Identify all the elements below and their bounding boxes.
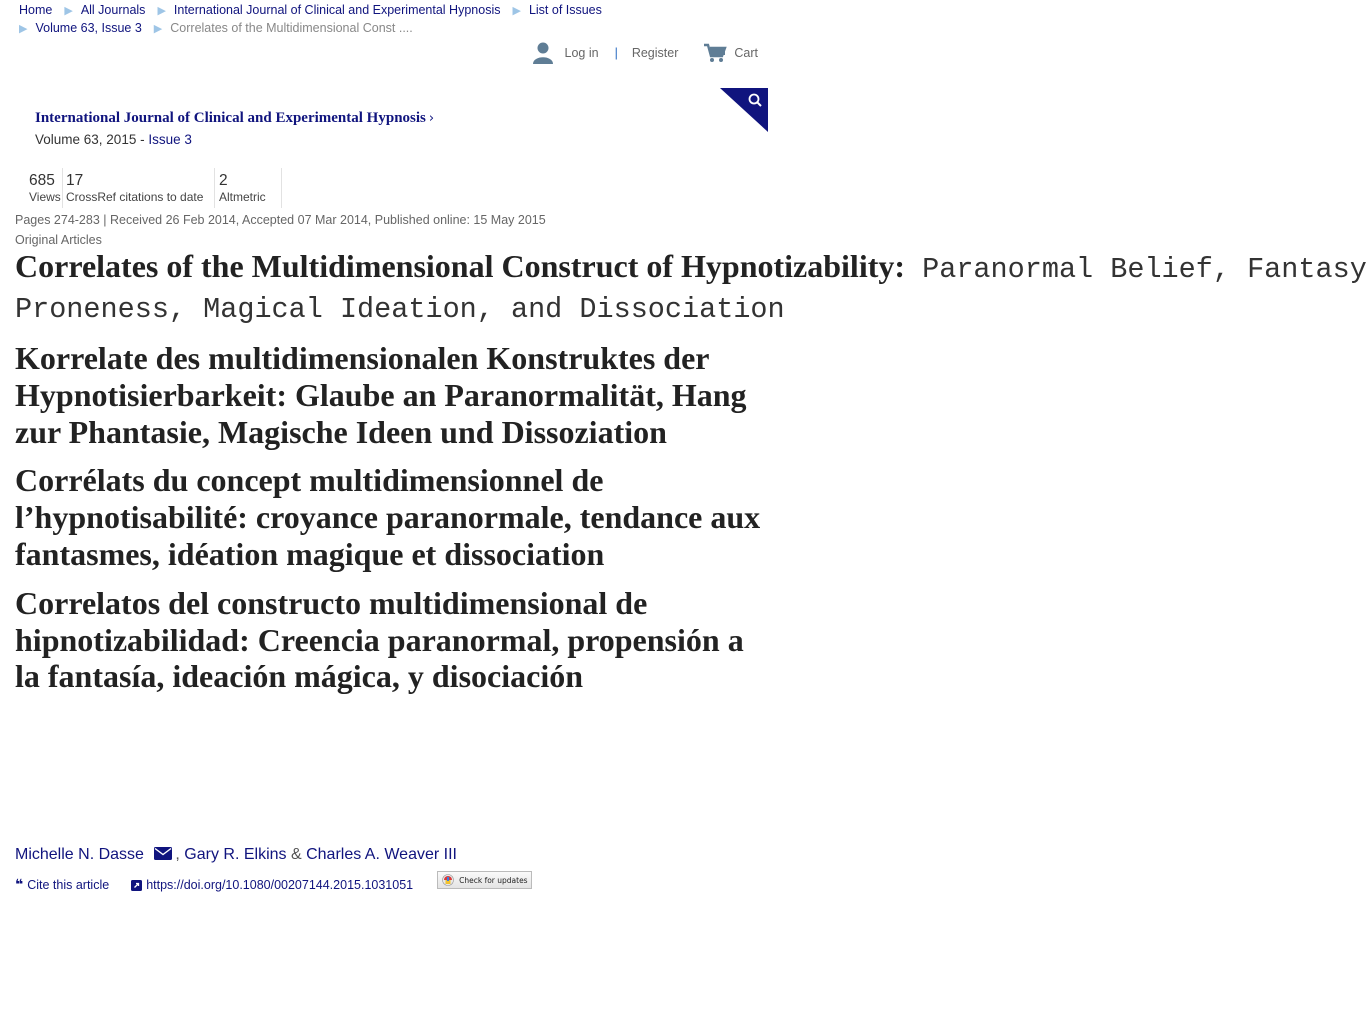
breadcrumb-row-1 — [19, 2, 768, 20]
breadcrumb — [0, 2, 768, 37]
user-bar — [533, 42, 758, 64]
cart-link[interactable]: Cart — [734, 46, 758, 60]
chevron-right-icon: › — [428, 111, 435, 126]
external-link-icon — [131, 880, 142, 891]
breadcrumb-list-of-issues[interactable]: List of Issues — [528, 3, 602, 17]
metric-altmetric[interactable] — [215, 168, 282, 208]
journal-title: International Journal of Clinical and Experimental Hypnosis — [35, 110, 426, 126]
triangle-right-icon: ▶ — [157, 5, 166, 17]
citations-label: CrossRef citations to date — [66, 190, 204, 204]
divider: | — [614, 46, 618, 60]
volume-line — [35, 132, 434, 147]
triangle-right-icon: ▶ — [512, 5, 521, 17]
triangle-right-icon: ▶ — [153, 22, 163, 35]
article-type: Original Articles — [15, 233, 102, 247]
metric-views — [28, 168, 63, 208]
author-dasse[interactable]: Michelle N. Dasse — [15, 846, 144, 863]
register-link[interactable]: Register — [631, 46, 679, 60]
journal-title-link[interactable] — [35, 110, 434, 127]
breadcrumb-row-2 — [19, 20, 768, 38]
altmetric-label: Altmetric — [219, 190, 266, 204]
title-french: Corrélats du concept multidimensionnel de l’hypnotisabilité: croyance paranormale, tendance aux fantasmes, idéation magique et dissociation — [15, 462, 761, 572]
breadcrumb-home[interactable]: Home — [19, 3, 53, 17]
cite-this-article-link[interactable]: Cite this article — [27, 878, 110, 892]
author-ampersand: & — [286, 846, 307, 863]
title-spanish: Correlatos del constructo multidimensional de hipnotizabilidad: Creencia paranormal, propensión a la fantasía, ideación mágica, y disociación — [15, 584, 744, 695]
journal-header — [35, 110, 434, 147]
login-link[interactable]: Log in — [564, 46, 599, 60]
check-for-updates-label: Check for updates — [459, 875, 528, 885]
altmetric-score: 2 — [219, 172, 228, 189]
quote-icon: ❝ — [15, 877, 24, 893]
publication-info: Pages 274-283 | Received 26 Feb 2014, Accepted 07 Mar 2014, Published online: 15 May 2015 — [15, 213, 546, 227]
article-links — [15, 876, 532, 894]
citations-count: 17 — [66, 172, 84, 189]
title-main-text: Correlates of the Multidimensional Construct of Hypnotizability: — [15, 248, 906, 284]
views-label: Views — [29, 190, 61, 204]
envelope-icon[interactable] — [154, 847, 172, 860]
subtitle-line-1: Paranormal Belief, Fantasy — [905, 253, 1367, 286]
check-for-updates-button[interactable] — [437, 871, 532, 889]
author-elkins[interactable]: Gary R. Elkins — [184, 846, 287, 863]
volume-text: Volume 63, 2015 - — [35, 132, 149, 147]
breadcrumb-volume-issue[interactable]: Volume 63, Issue 3 — [35, 20, 142, 35]
article-title — [15, 248, 1367, 328]
article-titles — [15, 248, 1367, 695]
user-icon[interactable] — [533, 42, 553, 64]
views-count: 685 — [29, 172, 55, 189]
breadcrumb-journal[interactable]: International Journal of Clinical and Experimental Hypnosis — [173, 3, 501, 17]
crossmark-icon — [442, 874, 454, 886]
triangle-right-icon: ▶ — [64, 5, 73, 17]
author-weaver[interactable]: Charles A. Weaver III — [306, 846, 457, 863]
doi-link[interactable]: https://doi.org/10.1080/00207144.2015.1031051 — [146, 878, 414, 892]
search-toggle[interactable] — [720, 88, 768, 132]
article-metrics — [28, 168, 282, 208]
metric-citations[interactable] — [63, 168, 215, 208]
triangle-right-icon: ▶ — [19, 22, 28, 35]
title-german: Korrelate des multidimensionalen Konstruktes der Hypnotisierbarkeit: Glaube an Paranormalität, Hang zur Phantasie, Magische Ideen und Dissoziation — [15, 340, 747, 450]
author-list — [15, 846, 457, 864]
cart-icon[interactable] — [704, 43, 726, 63]
author-separator: , — [175, 846, 185, 863]
breadcrumb-current: Correlates of the Multidimensional Const .... — [170, 20, 413, 35]
issue-link[interactable]: Issue 3 — [148, 132, 192, 147]
breadcrumb-all-journals[interactable]: All Journals — [80, 3, 146, 17]
subtitle-line-2: Proneness, Magical Ideation, and Dissociation — [15, 293, 785, 326]
